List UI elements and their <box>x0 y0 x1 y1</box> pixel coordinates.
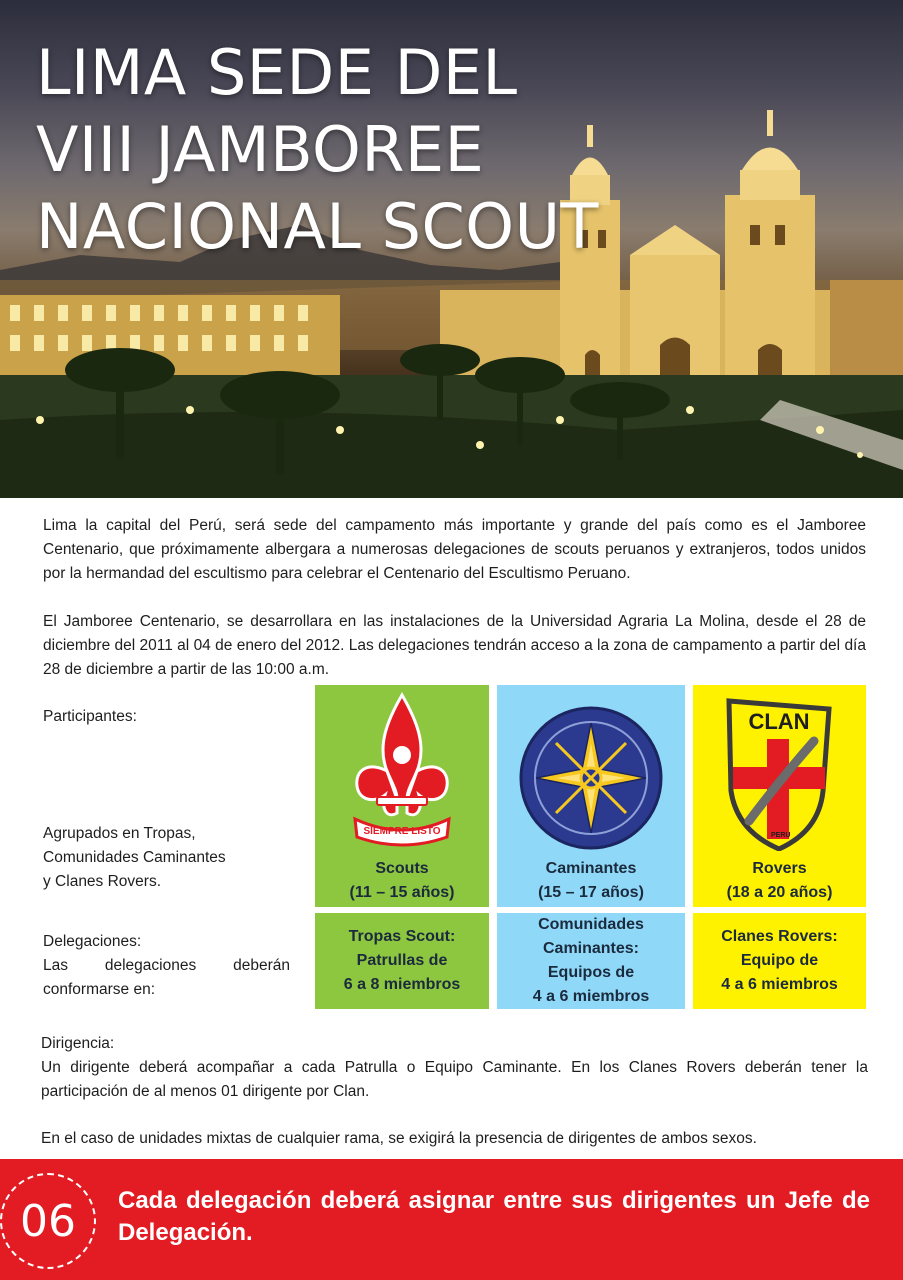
card-name: Caminantes <box>545 860 637 877</box>
emblem-country: PERU <box>771 832 791 839</box>
dirigencia-paragraph-2: En el caso de unidades mixtas de cualquier rama, se exigirá la presencia de dirigentes de ambos sexos. <box>41 1130 757 1147</box>
page-title <box>36 34 599 265</box>
dirigencia-paragraph-1: Un dirigente deberá acompañar a cada Patrulla o Equipo Caminante. En los Clanes Rovers deberán tener la participación de al menos 01 dirigente por Clan. <box>41 1059 868 1100</box>
grouping-line: Comunidades Caminantes <box>43 849 226 866</box>
unit-line: Comunidades <box>538 916 644 933</box>
card-rovers <box>693 685 866 907</box>
unit-comunidades-caminantes <box>497 913 685 1009</box>
hero-photo <box>0 0 903 498</box>
unit-tropas-scout <box>315 913 489 1009</box>
delegations-text: Las delegaciones deberán conformarse en: <box>43 957 290 998</box>
title-line: LIMA SEDE DEL <box>36 36 518 109</box>
unit-line: 6 a 8 miembros <box>343 976 461 993</box>
intro-paragraph-1: Lima la capital del Perú, será sede del campamento más importante y grande del país como es el Jamboree Centenario, que próximamente albergara a numerosas delegaciones de scouts peruanos y extranjeros, todos unidos por la hermandad del escultismo para celebrar el Centenario del Escultismo Peruano. <box>43 517 866 582</box>
footer-banner <box>0 1159 903 1280</box>
unit-line: Equipos de <box>547 964 635 981</box>
card-caminantes <box>497 685 685 907</box>
card-ages: (15 – 17 años) <box>538 884 644 901</box>
unit-line: Patrullas de <box>356 952 448 969</box>
unit-line: 4 a 6 miembros <box>721 976 838 993</box>
participants-label: Participantes: <box>43 708 137 725</box>
unit-clanes-rovers <box>693 913 866 1009</box>
card-name: Scouts <box>375 860 429 877</box>
banner-text: Cada delegación deberá asignar entre sus dirigentes un Jefe de Delegación. <box>118 1187 870 1246</box>
unit-line: Tropas Scout: <box>348 928 456 945</box>
delegations-label: Delegaciones: <box>43 933 142 950</box>
emblem-motto: SIEMPRE LISTO <box>363 826 441 837</box>
title-line: NACIONAL SCOUT <box>36 190 599 263</box>
card-name: Rovers <box>752 860 807 877</box>
unit-line: 4 a 6 miembros <box>532 988 650 1005</box>
unit-line: Caminantes: <box>542 940 640 957</box>
card-ages: (11 – 15 años) <box>349 884 455 901</box>
participants-grouping <box>43 822 290 894</box>
card-ages: (18 a 20 años) <box>726 884 833 901</box>
unit-line: Clanes Rovers: <box>721 928 838 945</box>
emblem-clan-label: CLAN <box>748 709 810 734</box>
compass-rose-icon <box>516 703 666 853</box>
page-number-badge: 06 <box>0 1173 96 1269</box>
card-scouts <box>315 685 489 907</box>
clan-shield-icon <box>719 691 839 851</box>
intro-paragraph-2: El Jamboree Centenario, se desarrollara en las instalaciones de la Universidad Agraria La Molina, desde el 28 de diciembre del 2011 al 04 de enero del 2012. Las delegaciones tendrán acceso a la zona de campamento a partir del día 28 de diciembre a partir de las 10:00 a.m. <box>43 613 866 678</box>
grouping-line: Agrupados en Tropas, <box>43 825 196 842</box>
dirigencia-label: Dirigencia: <box>41 1035 115 1052</box>
title-line: VIII JAMBOREE <box>36 113 485 186</box>
grouping-line: y Clanes Rovers. <box>43 873 162 890</box>
unit-line: Equipo de <box>740 952 819 969</box>
fleur-de-lis-icon <box>347 691 457 851</box>
